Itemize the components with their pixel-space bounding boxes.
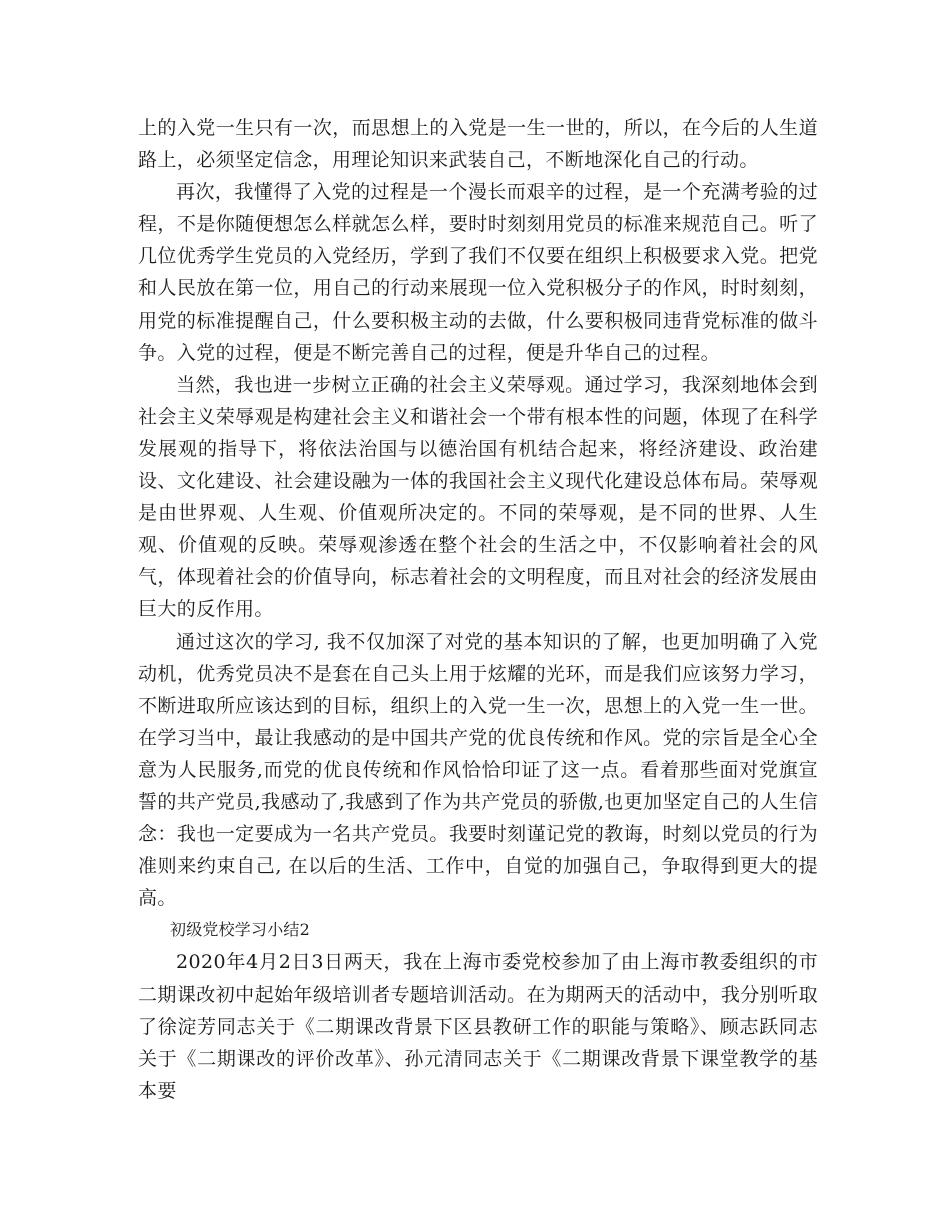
paragraph-continuation: 上的入党一生只有一次，而思想上的入党是一生一世的，所以，在今后的人生道路上，必须坚定信念，用理论知识来武装自己，不断地深化自己的行动。 bbox=[138, 117, 818, 172]
paragraph-training-summary: 2020年4月2日3日两天，我在上海市委党校参加了由上海市教委组织的市二期课改初中起始年级培训者专题培训活动。在为期两天的活动中，我分别听取了徐淀芳同志关于《二期课改背景下区县教研工作的职能与策略》、顾志跃同志关于《二期课改的评价改革》、孙元清同志关于《二期课改背景下课堂教学的基本要 bbox=[138, 951, 818, 1102]
paragraph-study-reflection: 通过这次的学习, 我不仅加深了对党的基本知识的了解，也更加明确了入党动机，优秀党员决不是套在自己头上用于炫耀的光环，而是我们应该努力学习，不断进取所应该达到的目标，组织上的入党一生一次，思想上的入党一生一世。在学习当中，最让我感动的是中国共产党的优良传统和作风。党的宗旨是全心全意为人民服务,而党的优良传统和作风恰恰印证了这一点。看着那些面对党旗宣誓的共产党员,我感动了,我感到了作为共产党员的骄傲,也更加坚定自己的人生信念：我也一定要成为一名共产党员。我要时刻谨记党的教诲，时刻以党员的行为准则来约束自己, 在以后的生活、工作中，自觉的加强自己，争取得到更大的提高。 bbox=[138, 630, 818, 910]
section-heading: 初级党校学习小结2 bbox=[170, 920, 310, 940]
document-body bbox=[138, 112, 818, 1107]
paragraph-process: 再次，我懂得了入党的过程是一个漫长而艰辛的过程，是一个充满考验的过程，不是你随便想怎么样就怎么样，要时时刻刻用党员的标准来规范自己。听了几位优秀学生党员的入党经历，学到了我们不仅要在组织上积极要求入党。把党和人民放在第一位，用自己的行动来展现一位入党积极分子的作风，时时刻刻，用党的标准提醒自己，什么要积极主动的去做，什么要积极同违背党标准的做斗争。入党的过程，便是不断完善自己的过程，便是升华自己的过程。 bbox=[138, 181, 818, 364]
paragraph-honor-view: 当然，我也进一步树立正确的社会主义荣辱观。通过学习，我深刻地体会到社会主义荣辱观是构建社会主义和谐社会一个带有根本性的问题，体现了在科学发展观的指导下，将依法治国与以德治国有机结合起来，将经济建设、政治建设、文化建设、社会建设融为一体的我国社会主义现代化建设总体布局。荣辱观是由世界观、人生观、价值观所决定的。不同的荣辱观，是不同的世界、人生观、价值观的反映。荣辱观渗透在整个社会的生活之中，不仅影响着社会的风气，体现着社会的价值导向，标志着社会的文明程度，而且对社会的经济发展由巨大的反作用。 bbox=[138, 373, 818, 621]
